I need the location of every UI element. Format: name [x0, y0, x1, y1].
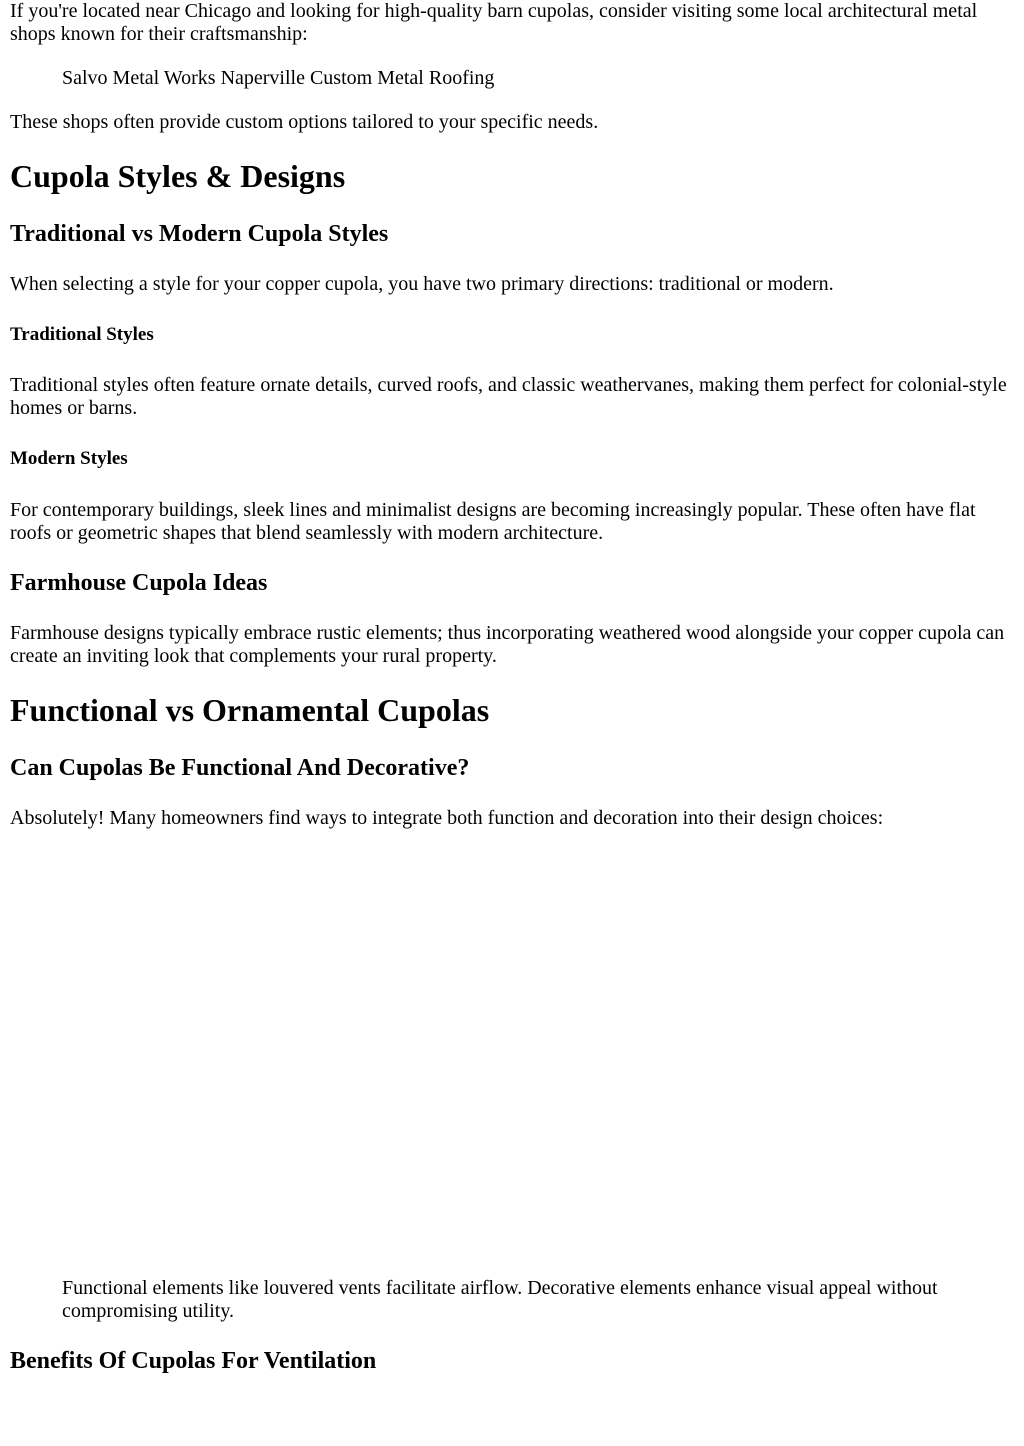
- custom-options-paragraph: These shops often provide custom options tailored to your specific needs.: [10, 111, 599, 133]
- intro-paragraph: If you're located near Chicago and looking for high-quality barn cupolas, consider visiting some local architectural metal shops known for their craftsmanship:: [10, 0, 978, 45]
- absolutely-paragraph: Absolutely! Many homeowners find ways to integrate both function and decoration into their design choices:: [10, 807, 884, 829]
- empty-content-area: [10, 850, 1014, 1260]
- heading-functional-vs-ornamental: Functional vs Ornamental Cupolas: [10, 692, 490, 728]
- shops-list: Salvo Metal Works Naperville Custom Metal Roofing: [62, 67, 495, 89]
- heading-traditional-vs-modern: Traditional vs Modern Cupola Styles: [10, 221, 389, 247]
- traditional-styles-paragraph: Traditional styles often feature ornate details, curved roofs, and classic weathervanes, making them perfect for colonial-style homes or barns.: [10, 374, 1007, 419]
- heading-ventilation-benefits: Benefits Of Cupolas For Ventilation: [10, 1348, 377, 1374]
- modern-styles-paragraph: For contemporary buildings, sleek lines and minimalist designs are becoming increasingly popular. These often have flat roofs or geometric shapes that blend seamlessly with modern architecture.: [10, 499, 976, 544]
- heading-farmhouse-ideas: Farmhouse Cupola Ideas: [10, 570, 268, 596]
- heading-functional-and-decorative: Can Cupolas Be Functional And Decorative?: [10, 755, 470, 781]
- farmhouse-paragraph: Farmhouse designs typically embrace rustic elements; thus incorporating weathered wood alongside your copper cupola can create an inviting look that complements your rural property.: [10, 622, 1005, 667]
- heading-traditional-styles: Traditional Styles: [10, 324, 154, 345]
- functional-decorative-elements-item: Functional elements like louvered vents facilitate airflow. Decorative elements enhance visual appeal without compromising utility.: [62, 1277, 938, 1322]
- heading-cupola-styles: Cupola Styles & Designs: [10, 158, 346, 194]
- heading-modern-styles: Modern Styles: [10, 448, 128, 469]
- style-selection-paragraph: When selecting a style for your copper cupola, you have two primary directions: traditional or modern.: [10, 273, 834, 295]
